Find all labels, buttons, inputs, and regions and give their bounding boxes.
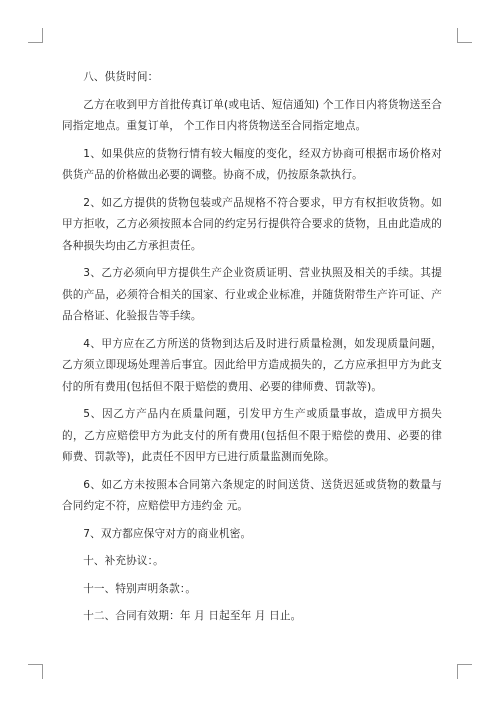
clause-5-quality-liability: 5、因乙方产品内在质量问题，引发甲方生产或质量事故，造成甲方损失的，乙方应赔偿甲方为此支付的所有费用(包括但不限于赔偿的费用、必要的律师费、罚款等)，此责任不因甲方已进行质量监测而免除。 xyxy=(62,408,442,463)
clause-7-confidentiality: 7、双方都应保守对方的商业机密。 xyxy=(83,527,252,540)
clause-4-quality-inspection: 4、甲方应在乙方所送的货物到达后及时进行质量检测，如发现质量问题，乙方须立即现场处理善后事宜。因此给甲方造成损失的，乙方应承担甲方为此支付的所有费用(包括但不限于赔偿的费用、必要的律师费、罚款等)。 xyxy=(62,337,442,393)
page-corner-mark-bottom-right xyxy=(457,664,472,679)
section-heading-special-statement: 十一、特别声明条款：。 xyxy=(83,582,197,595)
clause-3-qualification: 3、乙方必须向甲方提供生产企业资质证明、营业执照及相关的手续。其提供的产品，必须符合相关的国家、行业或企业标准，并随货附带生产许可证、产品合格证、化验报告等手续。 xyxy=(62,267,442,322)
page-corner-mark-bottom-left xyxy=(28,664,43,679)
clause-6-late-delivery: 6、如乙方未按照本合同第六条规定的时间送货、送货迟延或货物的数量与合同约定不符，应赔偿甲方违约金 元。 xyxy=(62,478,442,512)
page-corner-mark-top-right xyxy=(457,28,472,43)
page-corner-mark-top-left xyxy=(28,28,43,43)
section-heading-delivery-time: 八、供货时间： xyxy=(83,71,159,83)
section-heading-supplementary: 十、补充协议：。 xyxy=(83,555,164,567)
clause-2-packaging: 2、如乙方提供的货物包装或产品规格不符合要求，甲方有权拒收货物。如甲方拒收，乙方必须按照本合同的约定另行提供符合要求的货物，且由此造成的各种损失均由乙方承担责任。 xyxy=(62,196,442,252)
section-heading-validity: 十二、合同有效期：年 月 日起至年 月 日止。 xyxy=(83,610,302,622)
clause-1-price-adjustment: 1、如果供应的货物行情有较大幅度的变化，经双方协商可根据市场价格对供货产品的价格做出必要的调整。协商不成，仍按原条款执行。 xyxy=(62,147,442,181)
paragraph-delivery-terms: 乙方在收到甲方首批传真订单(或电话、短信通知) 个工作日内将货物送至合同指定地点。重复订单， 个工作日内将货物送至合同指定地点。 xyxy=(62,98,442,132)
document-page xyxy=(62,67,442,634)
